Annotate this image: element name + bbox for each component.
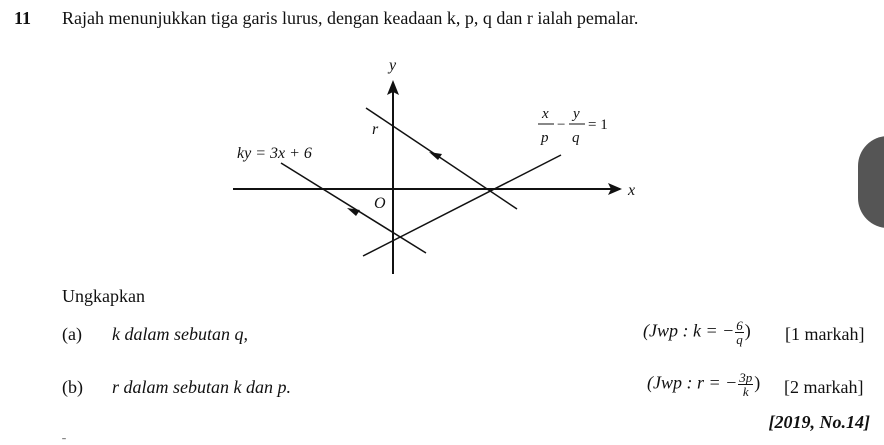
minus-sign: − (557, 117, 566, 133)
term2-denominator: q (572, 130, 580, 146)
x-axis-label: x (628, 182, 636, 199)
direction-arrow-icon (429, 152, 442, 160)
answer-prefix: (Jwp : k = − (643, 320, 735, 341)
part-b-label: (b) (62, 377, 83, 397)
line2-equation (538, 106, 608, 146)
answer-denominator: k (742, 384, 749, 399)
y-axis-label: y (389, 57, 397, 74)
answer-fraction (735, 319, 744, 346)
side-scroll-tab[interactable] (858, 136, 884, 228)
r-label: r (372, 121, 379, 138)
term1-numerator: x (542, 106, 549, 122)
answer-suffix: ) (754, 372, 761, 393)
prompt-text: Ungkapkan (62, 286, 145, 306)
answer-fraction (738, 371, 753, 398)
part-a-label: (a) (62, 324, 82, 344)
line1-equation: ky = 3x + 6 (237, 145, 312, 162)
line-x-over-p-minus-y-over-q (366, 108, 517, 209)
answer-numerator: 6 (736, 318, 743, 333)
source-reference: [2019, No.14] (768, 412, 870, 432)
term2-numerator: y (573, 106, 580, 122)
part-b-text: r dalam sebutan k dan p. (112, 377, 291, 397)
direction-arrow-icon (347, 208, 360, 216)
part-a-answer (643, 319, 751, 346)
question-text: Rajah menunjukkan tiga garis lurus, dengan keadaan k, p, q dan r ialah pemalar. (62, 8, 639, 28)
part-a-text: k dalam sebutan q, (112, 324, 248, 344)
answer-denominator: q (736, 332, 743, 347)
answer-numerator: 3p (739, 370, 753, 385)
line-third (281, 163, 426, 253)
answer-prefix: (Jwp : r = − (647, 372, 738, 393)
part-b-marks: [2 markah] (784, 377, 864, 397)
answer-suffix: ) (744, 320, 751, 341)
term1-denominator: p (541, 130, 549, 146)
corner-mark: ˗ (62, 430, 66, 444)
question-number: 11 (14, 8, 32, 28)
part-b-answer (647, 371, 760, 398)
equation-rhs: = 1 (588, 117, 608, 133)
origin-label: O (374, 195, 386, 212)
part-a-marks: [1 markah] (785, 324, 865, 344)
